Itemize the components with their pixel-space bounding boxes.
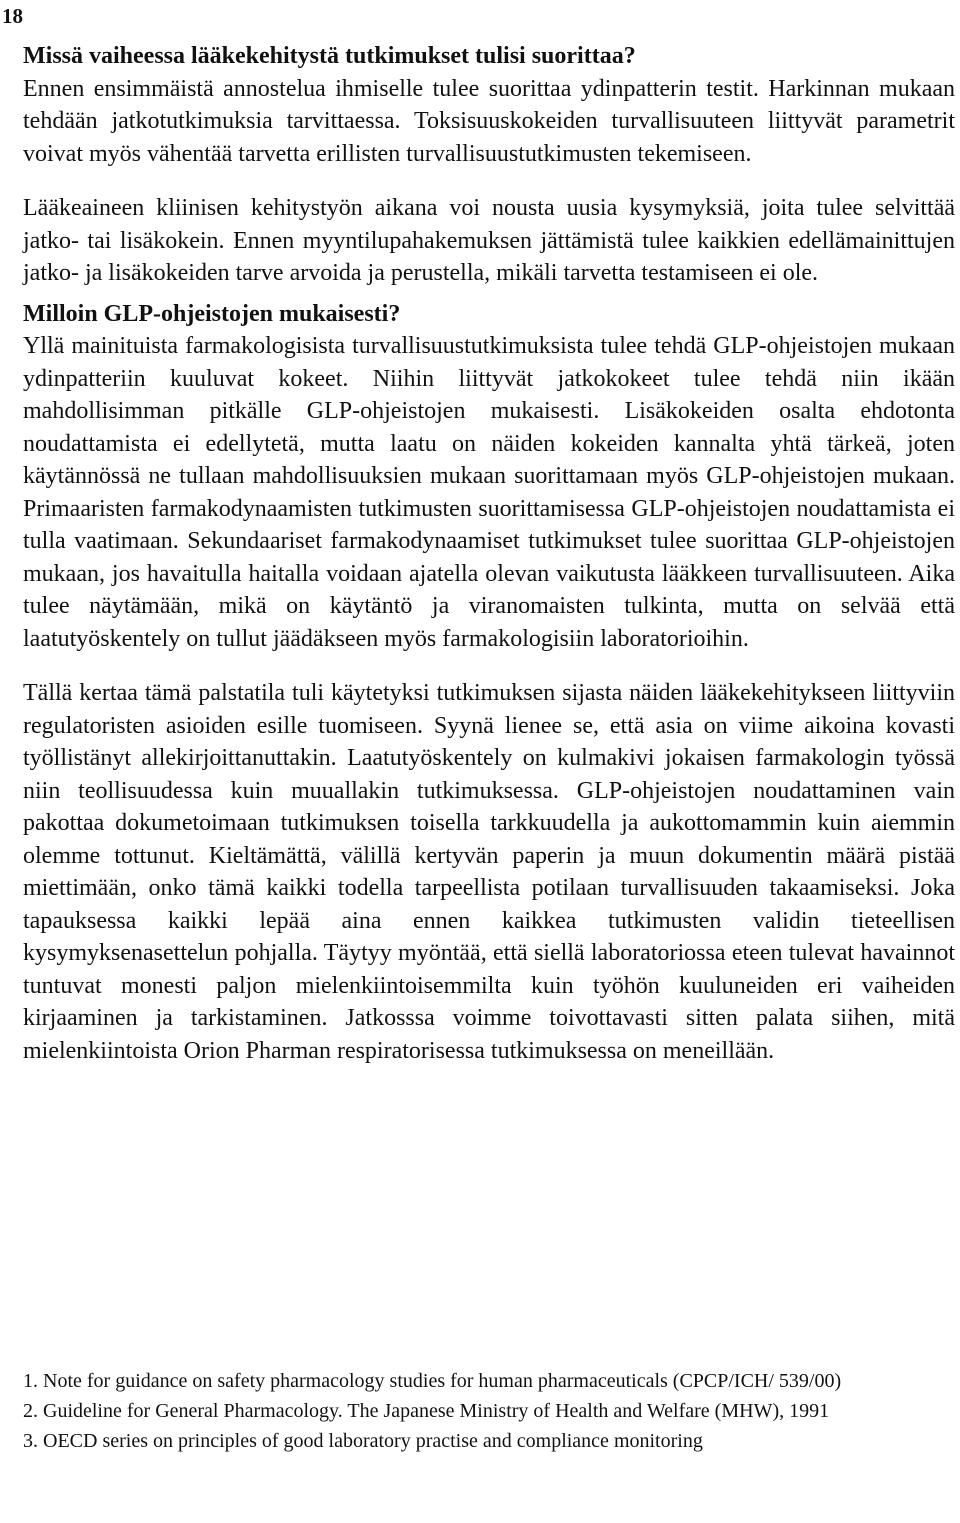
reference-item: 3. OECD series on principles of good laboratory practise and compliance monitoring: [23, 1430, 703, 1452]
article-body: [23, 40, 955, 1067]
page-number: 18: [2, 4, 23, 28]
reference-list: [23, 1366, 955, 1456]
paragraph: Ennen ensimmäistä annostelua ihmiselle tulee suorittaa ydinpatterin testit. Harkinnan mukaan tehdään jatkotutkimuksia tarvittaessa. Toksisuuskokeiden turvallisuuteen liittyvät parametrit voivat myös vähentää tarvetta erillisten turvallisuustutkimusten tekemiseen.: [23, 75, 955, 167]
paragraph: Yllä mainituista farmakologisista turvallisuustutkimuksista tulee tehdä GLP-ohjeistojen mukaan ydinpatteriin kuuluvat kokeet. Niihin liittyvät jatkokokeet tulee tehdä niin ikään mahdollisimman pitkälle GLP-ohjeistojen mukaisesti. Lisäkokeiden osalta ehdotonta noudattamista ei edellytetä, mutta laatu on näiden kokeiden kannalta yhtä tärkeä, joten käytännössä ne tullaan mahdollisuuksien mukaan suorittamaan myös GLP-ohjeistojen mukaan. Primaaristen farmakodynaamisten tutkimusten suorittamisessa GLP-ohjeistojen noudattamista ei tulla vaatimaan. Sekundaariset farmakodynaamiset tutkimukset tulee suorittaa GLP-ohjeistojen mukaan, jos havaitulla haitalla voidaan ajatella olevan vaikutusta lääkkeen turvallisuuteen. Aika tulee näytämään, mikä on käytäntö ja viranomaisten tulkinta, mutta on selvää että laatutyöskentely on tullut jäädäkseen myös farmakologisiin laboratorioihin.: [23, 333, 955, 652]
section-heading-glp: Milloin GLP-ohjeistojen mukaisesti?: [23, 300, 401, 327]
paragraph: Lääkeaineen kliinisen kehitystyön aikana voi nousta uusia kysymyksiä, joita tulee selvittää jatko- tai lisäkokein. Ennen myyntilupahakemuksen jättämistä tulee kaikkien edellämainittujen jatko- ja lisäkokeiden tarve arvoida ja perustella, mikäli tarvetta testamiseen ei ole.: [23, 195, 955, 286]
section-heading-timing: Missä vaiheessa lääkekehitystä tutkimukset tulisi suorittaa?: [23, 43, 636, 69]
reference-item: 1. Note for guidance on safety pharmacology studies for human pharmaceuticals (CPCP/ICH/ 539/00): [23, 1370, 842, 1392]
reference-item: 2. Guideline for General Pharmacology. The Japanese Ministry of Health and Welfare (MHW), 1991: [23, 1400, 830, 1422]
paragraph: Tällä kertaa tämä palstatila tuli käytetyksi tutkimuksen sijasta näiden lääkekehitykseen liittyviin regulatoristen asioiden esille tuomiseen. Syynä lienee se, että asia on viime aikoina kovasti työllistänyt allekirjoittanuttakin. Laatutyöskentely on kulmakivi jokaisen farmakologin työssä niin teollisuudessa kuin muuallakin tutkimuksessa. GLP-ohjeistojen noudattaminen vain pakottaa dokumetoimaan tutkimuksen toisella tarkkuudella ja aukottomammin kuin aiemmin olemme tottunut. Kieltämättä, välillä kertyvän paperin ja muun dokumentin määrä pistää miettimään, onko tämä kaikki todella tarpeellista potilaan turvallisuuden takaamiseksi. Joka tapauksessa kaikki lepää aina ennen kaikkea tutkimusten validin tieteellisen kysymyksenasettelun pohjalla. Täytyy myöntää, että siellä laboratoriossa eteen tulevat havainnot tuntuvat monesti paljon mielenkiintoisemmilta kuin työhön kuuluneiden eri vaiheiden kirjaaminen ja tarkistaminen. Jatkosssa voimme toivottavasti sitten palata siihen, mitä mielenkiintoista Orion Pharman respiratorisessa tutkimuksessa on meneillään.: [23, 680, 955, 1064]
